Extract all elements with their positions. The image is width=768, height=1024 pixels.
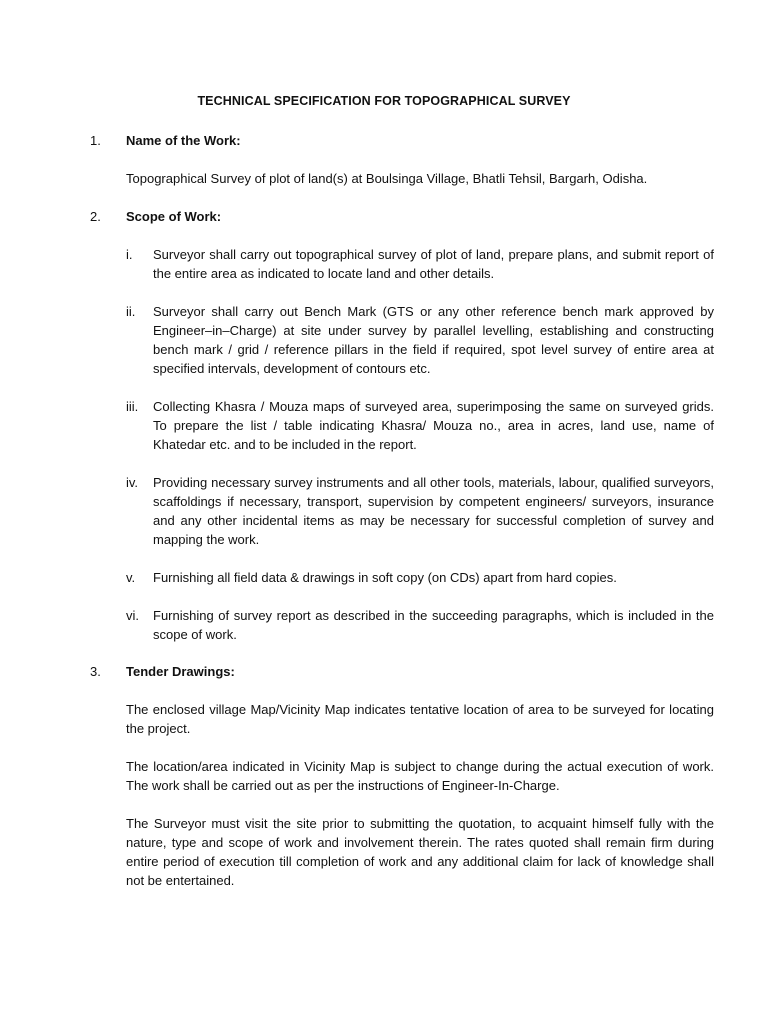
section-number: 3. bbox=[90, 664, 101, 679]
scope-item-vi bbox=[126, 606, 714, 644]
item-text: Collecting Khasra / Mouza maps of surveyed area, superimposing the same on surveyed grids. To prepare the list / table indicating Khasra/ Mouza no., area in acres, land use, name of Khatedar etc. and to be included in the report. bbox=[153, 399, 714, 452]
section-3-paragraph-1: The enclosed village Map/Vicinity Map indicates tentative location of area to be surveyed for locating the project. bbox=[126, 702, 714, 736]
section-3-heading bbox=[90, 662, 235, 681]
section-title: Scope of Work: bbox=[126, 209, 222, 224]
item-numeral: i. bbox=[126, 247, 133, 262]
item-text: Providing necessary survey instruments and all other tools, materials, labour, qualified surveyors, scaffoldings if necessary, transport, supervision by competent engineers/ surveyors, insurance and any other incidental items as may be necessary for successful completion of survey and mapping the work. bbox=[153, 475, 714, 547]
item-text: Surveyor shall carry out topographical survey of plot of land, prepare plans, and submit report of the entire area as indicated to locate land and other details. bbox=[153, 247, 714, 281]
scope-item-iv bbox=[126, 473, 714, 549]
document-title: TECHNICAL SPECIFICATION FOR TOPOGRAPHICAL SURVEY bbox=[197, 94, 571, 108]
item-numeral: iii. bbox=[126, 399, 139, 414]
item-numeral: iv. bbox=[126, 475, 139, 490]
section-title: Tender Drawings: bbox=[126, 664, 235, 679]
section-number: 2. bbox=[90, 209, 101, 224]
item-numeral: vi. bbox=[126, 608, 139, 623]
section-number: 1. bbox=[90, 133, 101, 148]
item-numeral: ii. bbox=[126, 304, 136, 319]
scope-item-iii bbox=[126, 397, 714, 454]
section-1-paragraph: Topographical Survey of plot of land(s) at Boulsinga Village, Bhatli Tehsil, Bargarh, Odisha. bbox=[126, 171, 648, 186]
item-numeral: v. bbox=[126, 570, 136, 585]
item-text: Furnishing of survey report as described in the succeeding paragraphs, which is included in the scope of work. bbox=[153, 608, 714, 642]
scope-item-v bbox=[126, 568, 714, 587]
section-title: Name of the Work: bbox=[126, 133, 241, 148]
section-3-paragraph-3: The Surveyor must visit the site prior to submitting the quotation, to acquaint himself fully with the nature, type and scope of work and involvement therein. The rates quoted shall remain firm during entire period of execution till completion of work and any additional claim for lack of knowledge shall not be entertained. bbox=[126, 816, 714, 888]
item-text: Furnishing all field data & drawings in soft copy (on CDs) apart from hard copies. bbox=[153, 570, 617, 585]
section-3-paragraph-2: The location/area indicated in Vicinity Map is subject to change during the actual execution of work. The work shall be carried out as per the instructions of Engineer-In-Charge. bbox=[126, 759, 714, 793]
item-text: Surveyor shall carry out Bench Mark (GTS or any other reference bench mark approved by Engineer–in–Charge) at site under survey by parallel levelling, establishing and constructing bench mark / grid / reference pillars in the field if required, spot level survey of entire area at specified intervals, development of contours etc. bbox=[153, 304, 714, 376]
section-2-heading bbox=[90, 207, 221, 226]
section-1-heading bbox=[90, 131, 241, 150]
scope-item-ii bbox=[126, 302, 714, 378]
scope-item-i bbox=[126, 245, 714, 283]
